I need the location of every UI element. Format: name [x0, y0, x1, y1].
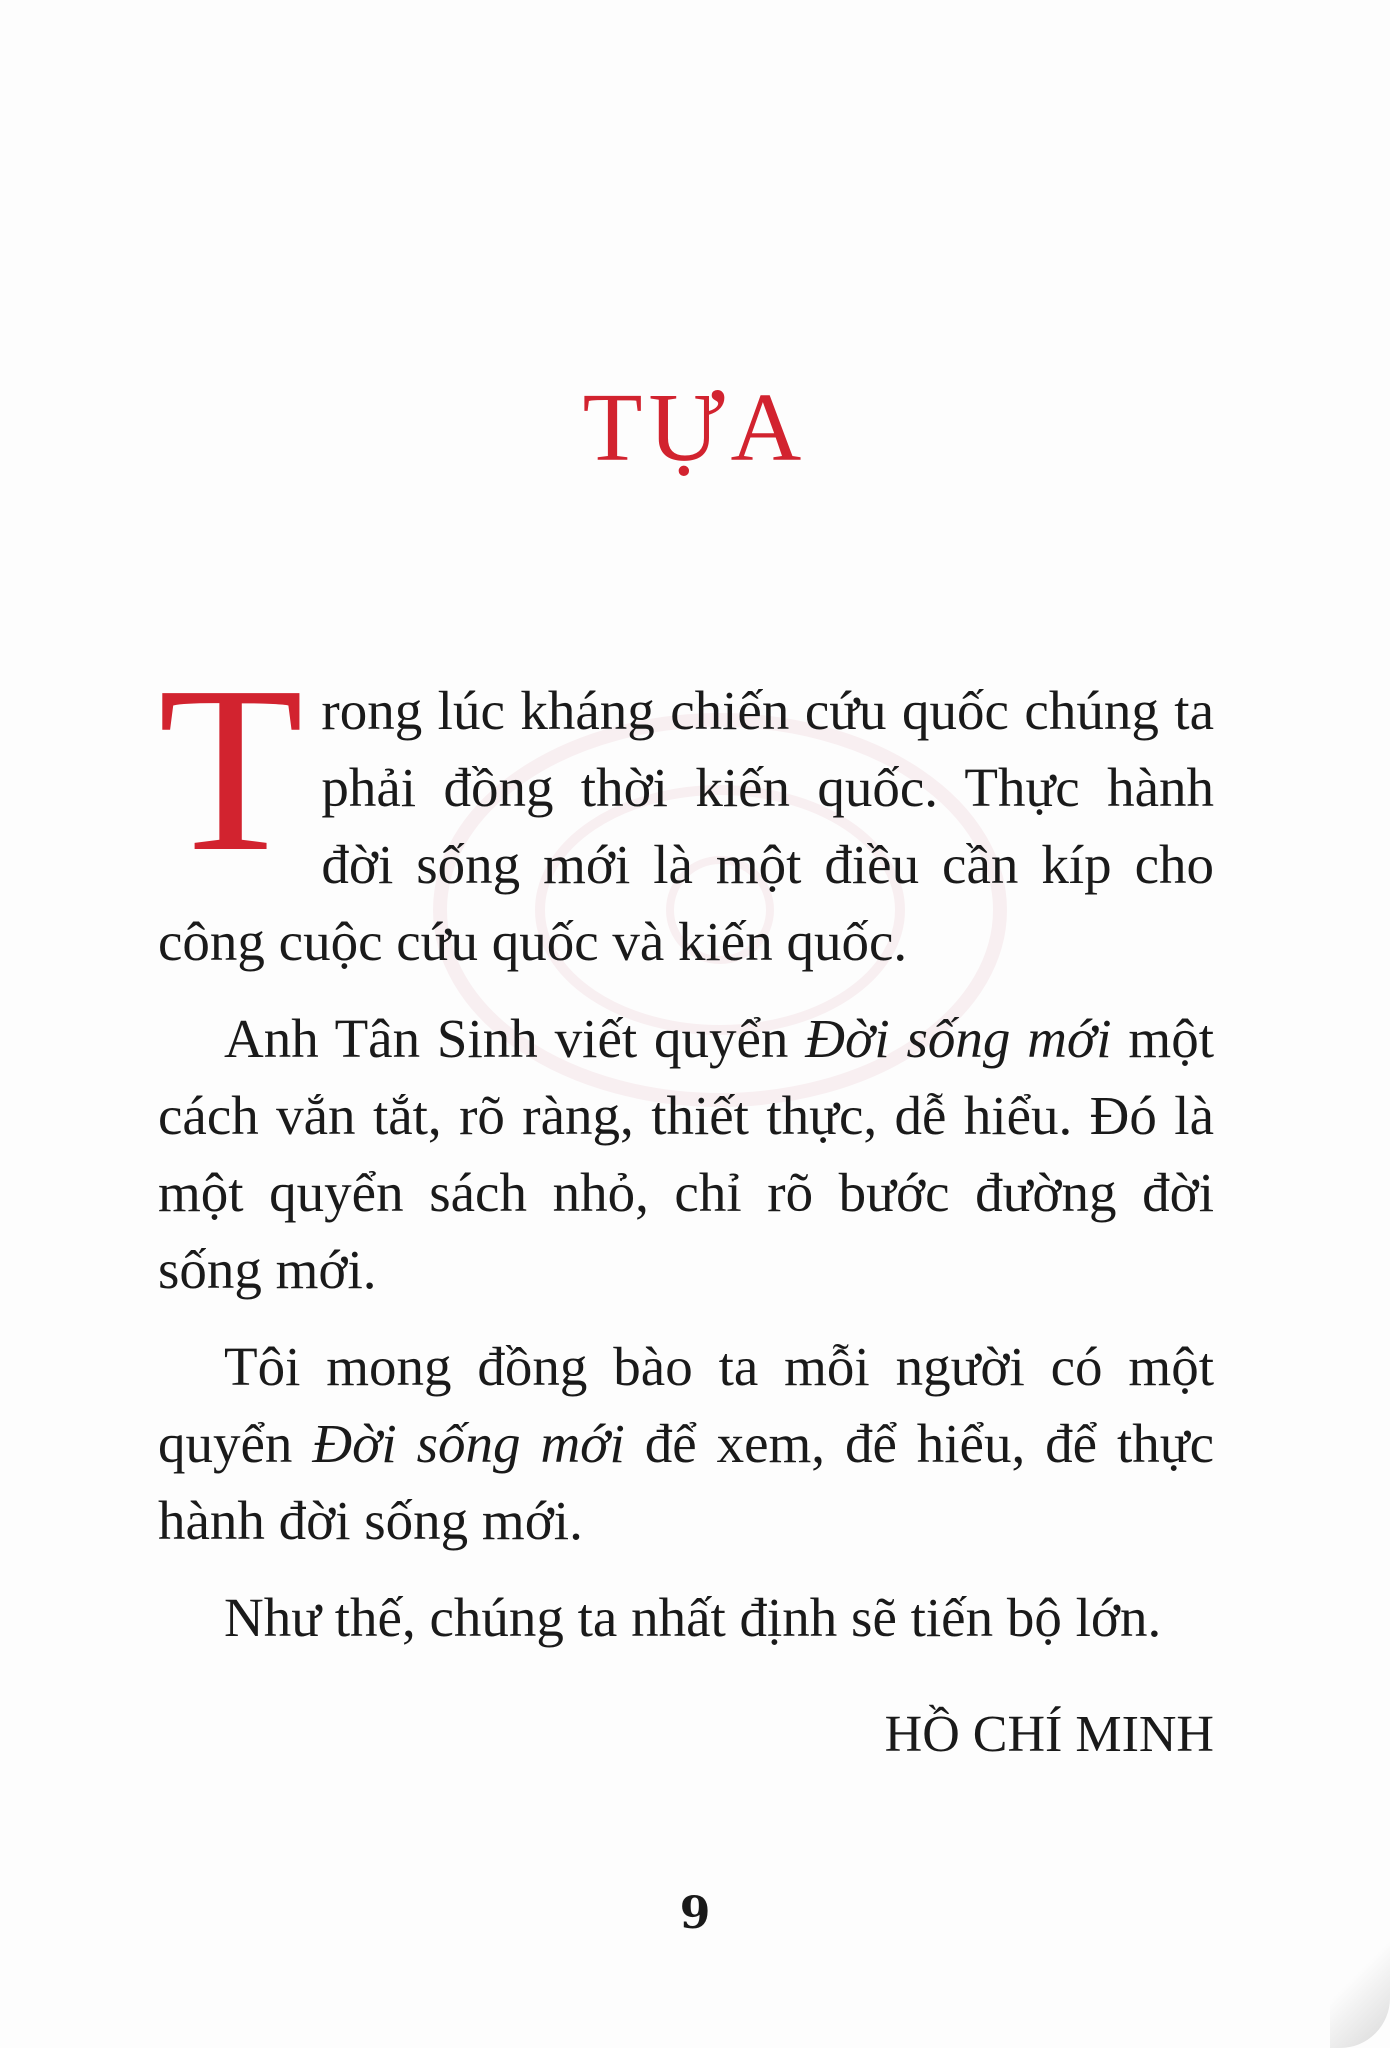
preface-body	[158, 638, 1214, 1773]
paragraph-1	[158, 638, 1214, 980]
paragraph-2-before: Anh Tân Sinh viết quyển	[224, 1008, 806, 1069]
page-corner	[1330, 1928, 1390, 2048]
paragraph-1-text: rong lúc kháng chiến cứu quốc chúng ta phải đồng thời kiến quốc. Thực hành đời sống mới là một điều cần kíp cho công cuộc cứu quốc và kiến quốc.	[158, 680, 1214, 972]
paragraph-3-after: để xem, để hiểu, để thực hành đời sống mới.	[158, 1413, 1214, 1551]
drop-cap: T	[158, 638, 304, 901]
author-signature: HỒ CHÍ MINH	[884, 1706, 1214, 1763]
paragraph-4-text: Như thế, chúng ta nhất định sẽ tiến bộ lớn.	[224, 1587, 1162, 1648]
book-title-italic: Đời sống mới	[805, 1008, 1112, 1069]
page-title: TỰA	[582, 374, 808, 482]
paragraph-3-before: Tôi mong đồng bào ta mỗi người có một quyển	[158, 1336, 1214, 1474]
page-number: 9	[679, 1888, 711, 1939]
paragraph-3	[158, 1328, 1214, 1559]
paragraph-4	[158, 1579, 1214, 1656]
book-title-italic: Đời sống mới	[312, 1413, 625, 1474]
paragraph-2	[158, 1000, 1214, 1308]
paragraph-2-after: một cách vắn tắt, rõ ràng, thiết thực, dễ hiểu. Đó là một quyển sách nhỏ, chỉ rõ bước đường đời sống mới.	[158, 1008, 1214, 1300]
